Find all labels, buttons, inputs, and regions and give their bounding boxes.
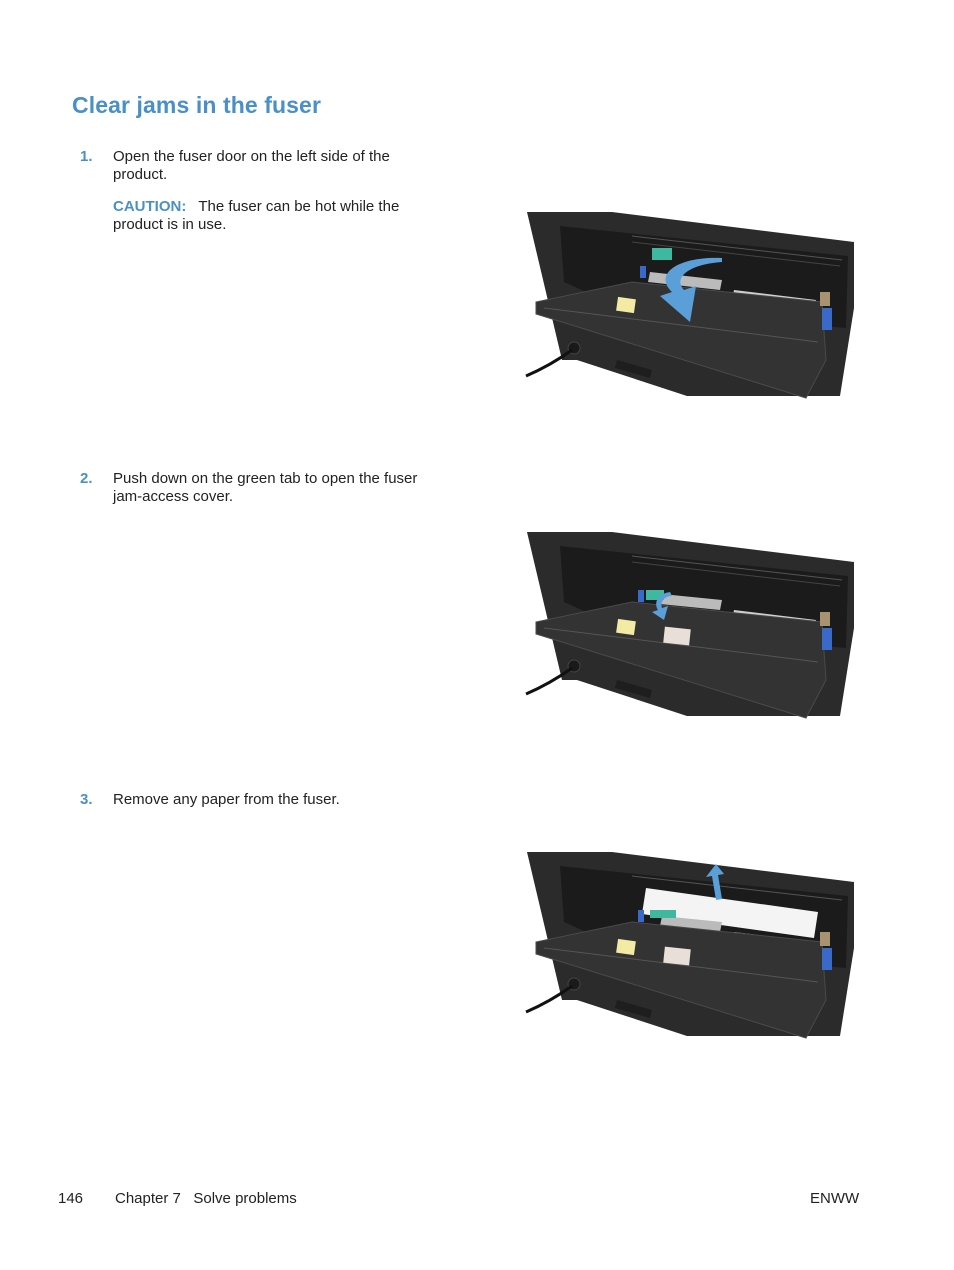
step-1 <box>80 148 440 184</box>
step-3 <box>80 791 440 809</box>
step-text: Push down on the green tab to open the fuser jam-access cover. <box>113 470 418 505</box>
step-number: 2. <box>80 470 93 487</box>
chapter-label: Chapter 7 Solve problems <box>115 1190 297 1207</box>
green-tab-icon <box>652 248 672 260</box>
remove-paper-illustration <box>522 850 856 1040</box>
step-number: 3. <box>80 791 93 808</box>
caution-text: The fuser can be hot while the product is in use. <box>113 198 400 233</box>
green-tab-press-illustration <box>522 530 856 720</box>
step-text: Open the fuser door on the left side of the product. <box>113 148 390 183</box>
step-2 <box>80 470 440 506</box>
caution-note <box>113 198 443 234</box>
step-text: Remove any paper from the fuser. <box>113 791 340 808</box>
green-tab-icon <box>650 910 676 918</box>
page-number: 146 <box>58 1190 84 1207</box>
step-number: 1. <box>80 148 93 165</box>
footer-right-label: ENWW <box>810 1190 860 1207</box>
fuser-door-open-illustration <box>522 210 856 400</box>
page-title: Clear jams in the fuser <box>72 92 321 118</box>
caution-label: CAUTION: <box>113 198 187 215</box>
